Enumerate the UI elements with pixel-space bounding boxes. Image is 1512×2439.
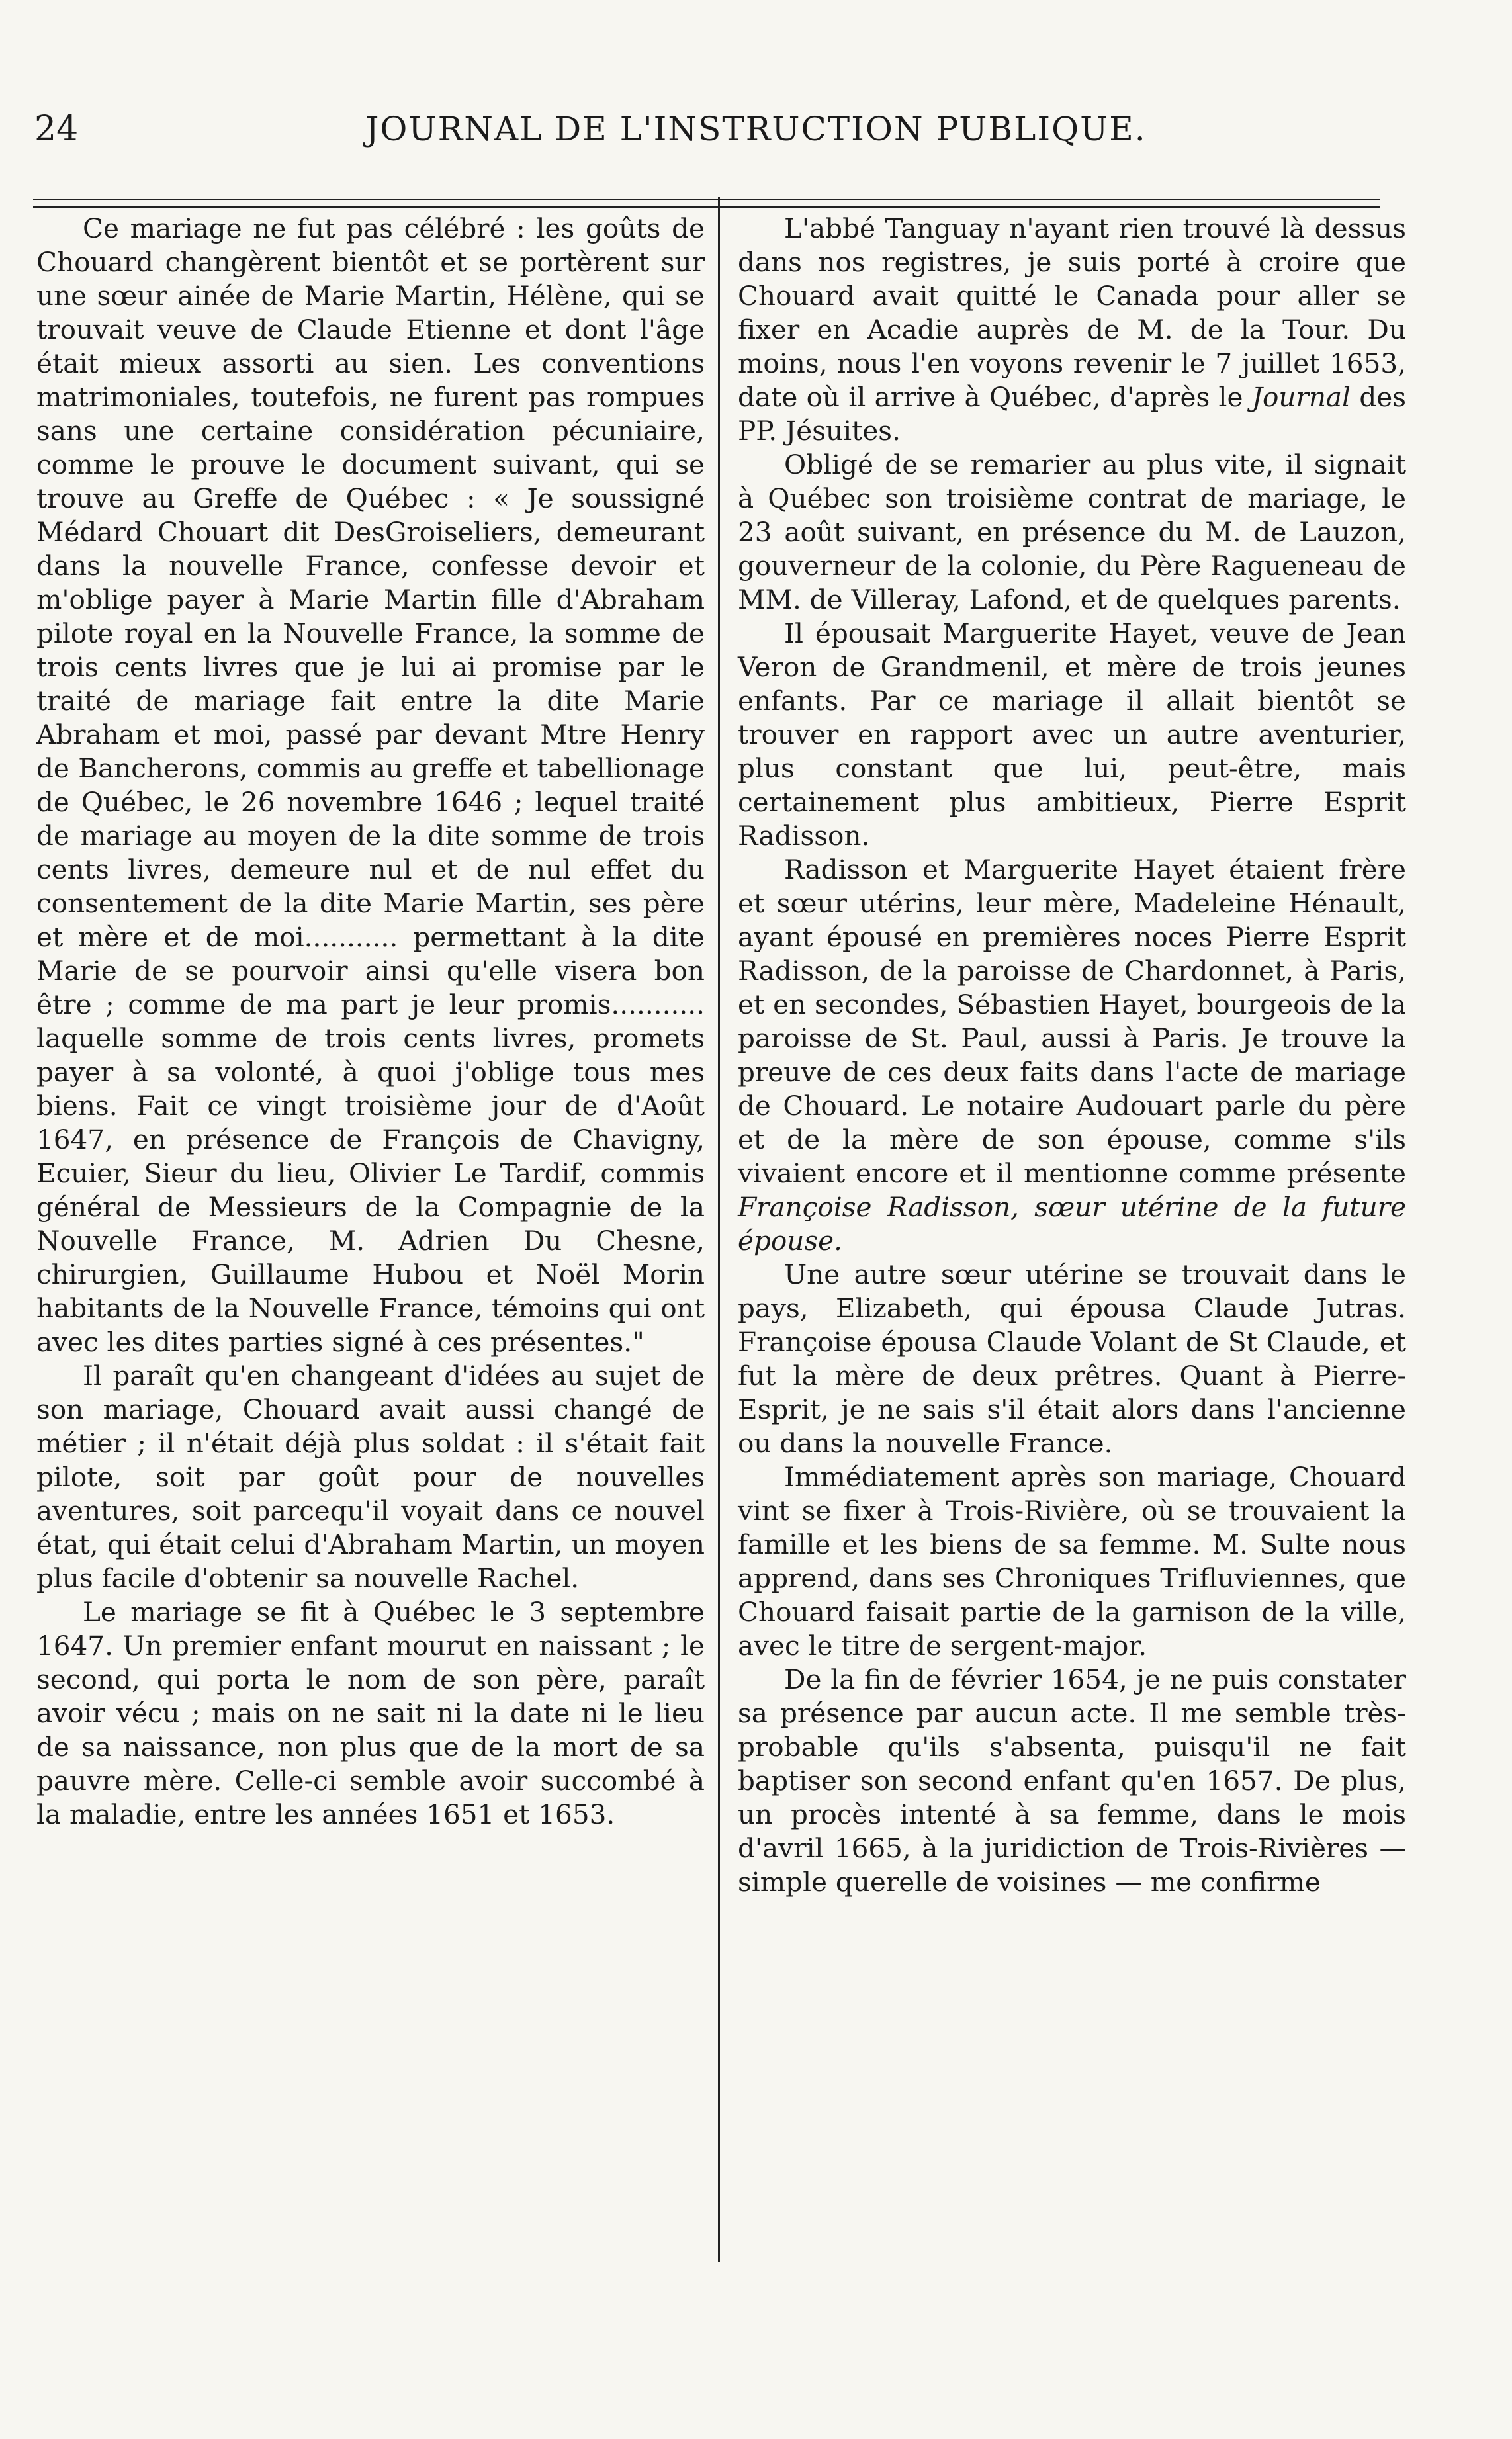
- page-number: 24: [34, 109, 79, 149]
- left-column: [36, 212, 705, 1832]
- column-divider: [718, 197, 720, 2262]
- paragraph: [738, 853, 1406, 1258]
- paragraph: Il paraît qu'en changeant d'idées au sujet de son mariage, Chouard avait aussi changé de métier ; il n'était déjà plus soldat : il s'était fait pilote, soit par goût pour de nouvelles aventures, soit parcequ'il voyait dans ce nouvel état, qui était celui d'Abraham Martin, un moyen plus facile d'obtenir sa nouvelle Rachel.: [36, 1360, 705, 1594]
- page-header: [26, 99, 1486, 159]
- paragraph: Le mariage se fit à Québec le 3 septembre 1647. Un premier enfant mourut en naissant ; le second, qui porta le nom de son père, paraît avoir vécu ; mais on ne sait ni la date ni le lieu de sa naissance, non plus que de la mort de sa pauvre mère. Celle-ci semble avoir succombé à la maladie, entre les années 1651 et 1653.: [36, 1596, 705, 1830]
- text-run: Radisson et Marguerite Hayet étaient frère et sœur utérins, leur mère, Madeleine Hénault, ayant épousé en premières noces Pierre Esprit Radisson, de la paroisse de Chardonnet, à Paris, et en secondes, Sébastien Hayet, bourgeois de la paroisse de St. Paul, aussi à Paris. Je trouve la preuve de ces deux faits dans l'acte de mariage de Chouard. Le notaire Audouart parle du père et de la mère de son épouse, comme s'ils vivaient encore et il mentionne comme présente: [738, 854, 1406, 1189]
- right-column: [738, 212, 1406, 1899]
- paragraph: [738, 212, 1406, 448]
- journal-title: Journal: [1251, 381, 1351, 413]
- text-run: L'abbé Tanguay n'ayant rien trouvé là dessus dans nos registres, je suis porté à croire que Chouard avait quitté le Canada pour aller se fixer en Acadie auprès de M. de la Tour. Du moins, nous l'en voyons revenir le 7 juillet 1653, date où il arrive à Québec, d'après le: [738, 212, 1406, 413]
- paragraph: Obligé de se remarier au plus vite, il signait à Québec son troisième contrat de mariage, le 23 août suivant, en présence du M. de Lauzon, gouverneur de la colonie, du Père Ragueneau de MM. de Villeray, Lafond, et de quelques parents.: [738, 449, 1406, 615]
- paragraph: De la fin de février 1654, je ne puis constater sa présence par aucun acte. Il me semble très-probable qu'ils s'absenta, puisqu'il ne fait baptiser son second enfant qu'en 1657. De plus, un procès intenté à sa femme, dans le mois d'avril 1665, à la juridiction de Trois-Rivières — simple querelle de voisines — me confirme: [738, 1663, 1406, 1898]
- running-title: JOURNAL DE L'INSTRUCTION PUBLIQUE.: [365, 110, 1147, 148]
- paragraph: Immédiatement après son mariage, Chouard vint se fixer à Trois-Rivière, où se trouvaient la famille et les biens de sa femme. M. Sulte nous apprend, dans ses Chroniques Trifluviennes, que Chouard faisait partie de la garnison de la ville, avec le titre de sergent-major.: [738, 1461, 1406, 1662]
- paragraph: Il épousait Marguerite Hayet, veuve de Jean Veron de Grandmenil, et mère de trois jeunes enfants. Par ce mariage il allait bientôt se trouver en rapport avec un autre aventurier, plus constant que lui, peut-être, mais certainement plus ambitieux, Pierre Esprit Radisson.: [738, 617, 1406, 852]
- paragraph: Une autre sœur utérine se trouvait dans le pays, Elizabeth, qui épousa Claude Jutras. Françoise épousa Claude Volant de St Claude, et fut la mère de deux prêtres. Quant à Pierre-Esprit, je ne sais s'il était alors dans l'ancienne ou dans la nouvelle France.: [738, 1259, 1406, 1459]
- italic-quote: Françoise Radisson, sœur utérine de la future épouse.: [738, 1191, 1406, 1257]
- paragraph: Ce mariage ne fut pas célébré : les goûts de Chouard changèrent bientôt et se portèrent sur une sœur ainée de Marie Martin, Hélène, qui se trouvait veuve de Claude Etienne et dont l'âge était mieux assorti au sien. Les conventions matrimoniales, toutefois, ne furent pas rompues sans une certaine considération pécuniaire, comme le prouve le document suivant, qui se trouve au Greffe de Québec : « Je soussigné Médard Chouart dit DesGroiseliers, demeurant dans la nouvelle France, confesse devoir et m'oblige payer à Marie Martin fille d'Abraham pilote royal en la Nouvelle France, la somme de trois cents livres que je lui ai promise par le traité de mariage fait entre la dite Marie Abraham et moi, passé par devant Mtre Henry de Bancherons, commis au greffe et tabellionage de Québec, le 26 novembre 1646 ; lequel traité de mariage au moyen de la dite somme de trois cents livres, demeure nul et de nul effet du consentement de la dite Marie Martin, ses père et mère et de moi........... permettant à la dite Marie de se pourvoir ainsi qu'elle visera bon être ; comme de ma part je leur promis........... laquelle somme de trois cents livres, promets payer à sa volonté, à quoi j'oblige tous mes biens. Fait ce vingt troisième jour de d'Août 1647, en présence de François de Chavigny, Ecuier, Sieur du lieu, Olivier Le Tardif, commis général de Messieurs de la Compagnie de la Nouvelle France, M. Adrien Du Chesne, chirurgien, Guillaume Hubou et Noël Morin habitants de la Nouvelle France, témoins qui ont avec les dites parties signé à ces présentes.": [36, 212, 705, 1358]
- header-rule-bottom: [33, 206, 1380, 208]
- text-run: des PP. Jésuites.: [738, 381, 1406, 447]
- header-rule-top: [33, 199, 1380, 200]
